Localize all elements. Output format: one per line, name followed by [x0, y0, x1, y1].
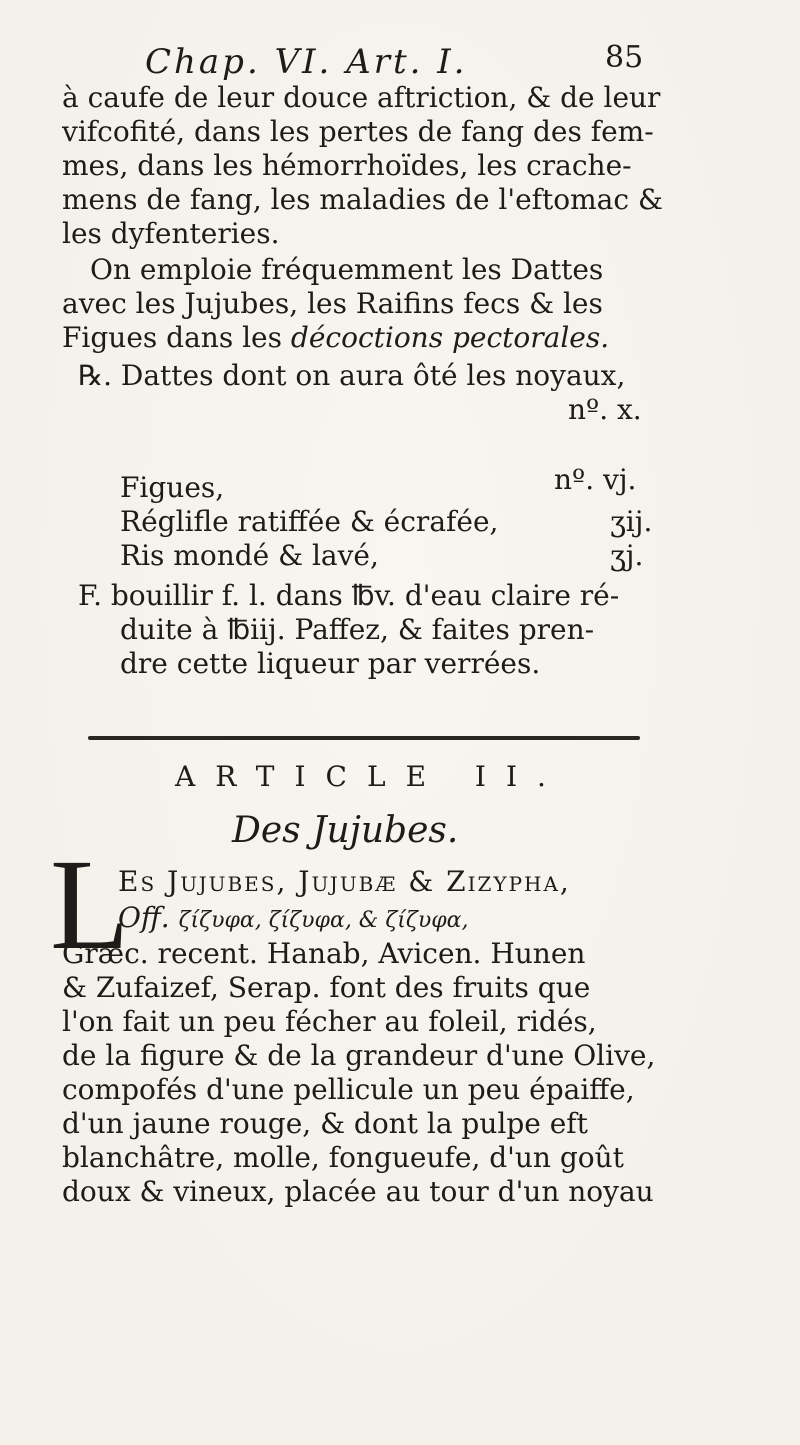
recipe-item-label: Figues,: [120, 471, 225, 504]
text-line: blanchâtre, molle, fongueufe, d'un goût: [62, 1141, 624, 1174]
recipe-item: [120, 506, 660, 540]
recipe-item: [120, 463, 660, 506]
section-divider: [88, 736, 640, 740]
decoctions-phrase: décoctions pectorales.: [290, 321, 610, 354]
recipe-instruction: duite à ℔iij. Paffez, & faites pren-: [120, 613, 595, 646]
text-line: d'un jaune rouge, & dont la pulpe eft: [62, 1107, 588, 1140]
text-line: & Zufaizef, Serap. font des fruits que: [62, 971, 591, 1004]
text-line: doux & vineux, placée au tour d'un noyau: [62, 1175, 654, 1208]
text-line: mes, dans les hémorrhoïdes, les crache-: [62, 149, 632, 182]
article-heading: ARTICLE II.: [175, 760, 566, 793]
text-line: les dyfenteries.: [62, 217, 280, 250]
text-line: l'on fait un peu fécher au foleil, ridés,: [62, 1005, 597, 1038]
page-header: [0, 38, 800, 82]
recipe-first-quantity: nº. x.: [568, 393, 642, 426]
text-span: Figues dans les: [62, 321, 282, 354]
text-span: Off.: [118, 901, 170, 934]
recipe-item-quantity: ʒij.: [610, 505, 653, 538]
text-line: vifcofité, dans les pertes de fang des fem-: [62, 115, 654, 148]
text-line: Es Jujubes, Jujubæ & Zizypha,: [118, 865, 571, 898]
recipe-first-item: Dattes dont on aura ôté les noyaux,: [120, 359, 626, 392]
section-title: Des Jujubes.: [232, 810, 459, 851]
text-line: mens de fang, les maladies de l'eftomac &: [62, 183, 663, 216]
recipe-instruction: F. bouillir f. l. dans ℔v. d'eau claire ré-: [78, 579, 620, 612]
recipe-symbol: ℞.: [78, 359, 113, 392]
text-line: à caufe de leur douce aftriction, & de leur: [62, 81, 661, 114]
recipe-item-label: Réglifle ratiffée & écrafée,: [120, 505, 499, 538]
text-line: [118, 902, 468, 937]
running-head: Chap. VI. Art. I.: [145, 42, 468, 82]
recipe-item-quantity: ʒj.: [610, 539, 644, 572]
recipe-item-quantity: nº. vj.: [554, 463, 637, 496]
text-line: On emploie fréquemment les Dattes: [90, 253, 604, 286]
text-line: avec les Jujubes, les Raifins fecs & les: [62, 287, 603, 320]
page-number: 85: [605, 40, 644, 75]
greek-names: ζίζυφα, ζίζυφα, & ζίζυφα,: [178, 908, 469, 933]
drop-cap: L: [50, 833, 130, 977]
recipe-item: [120, 540, 660, 574]
text-line: compofés d'une pellicule un peu épaiffe,: [62, 1073, 635, 1106]
text-line: de la figure & de la grandeur d'une Olive,: [62, 1039, 656, 1072]
recipe-item-label: Ris mondé & lavé,: [120, 539, 379, 572]
recipe-first-line: [78, 360, 625, 392]
recipe-instruction: dre cette liqueur par verrées.: [120, 647, 541, 680]
text-line: Græc. recent. Hanab, Avicen. Hunen: [62, 937, 586, 970]
text-line: [62, 322, 609, 354]
